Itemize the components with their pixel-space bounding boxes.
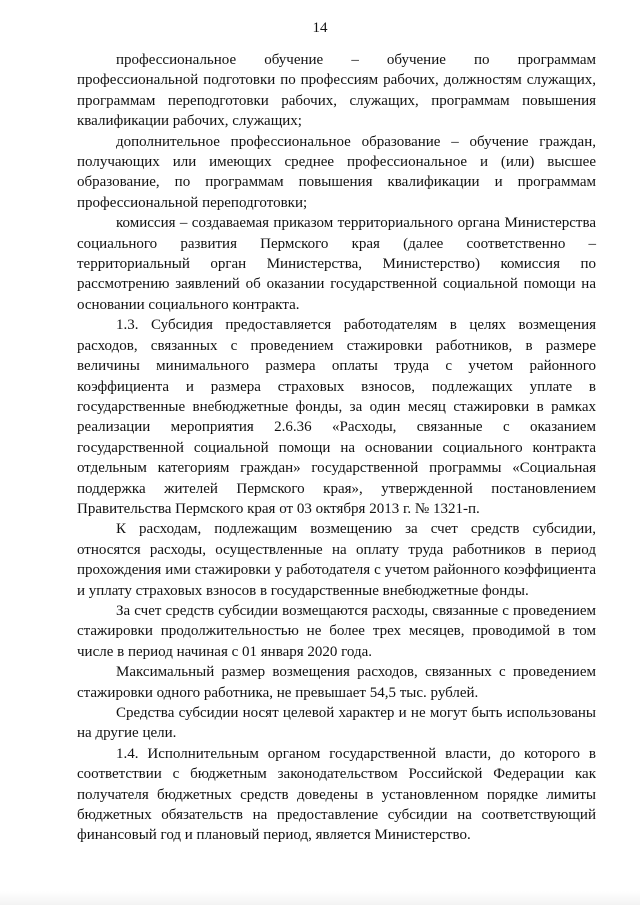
paragraph-definition-additional-education: дополнительное профессиональное образование – обучение граждан, получающих или имеющих среднее профессиональное и (или) высшее образование, по программам повышения квалификации и программам профессиональной переподготовки;: [77, 133, 596, 211]
document-body: [77, 50, 596, 846]
paragraph-definition-commission: комиссия – создаваемая приказом территориального органа Министерства социального развития Пермского края (далее соответственно – территориальный орган Министерства, Министерство) комиссия по рассмотрению заявлений об оказании государственной социальной помощи на основании социального контракта.: [77, 215, 596, 313]
paragraph-reimbursement-period: За счет средств субсидии возмещаются расходы, связанные с проведением стажировки продолжительностью не более трех месяцев, проводимой в том числе в период начиная с 01 января 2020 года.: [77, 602, 596, 660]
paragraph-maximum-reimbursement: Максимальный размер возмещения расходов, связанных с проведением стажировки одного работника, не превышает 54,5 тыс. рублей.: [77, 664, 596, 701]
scan-bottom-edge: [0, 891, 640, 905]
paragraph-definition-vocational-training: профессиональное обучение – обучение по программам профессиональной подготовки по профессиям рабочих, должностям служащих, программам переподготовки рабочих, служащих, программам повышения квалификации рабочих, служащих;: [77, 52, 596, 130]
paragraph-reimbursable-expenses: К расходам, подлежащим возмещению за счет средств субсидии, относятся расходы, осуществленные на оплату труда работников в период прохождения ими стажировки у работодателя с учетом районного коэффициента и уплату страховых взносов в государственные внебюджетные фонды.: [77, 521, 596, 599]
page-number: 14: [312, 20, 328, 36]
paragraph-targeted-use: Средства субсидии носят целевой характер и не могут быть использованы на другие цели.: [77, 705, 596, 742]
paragraph-1-4-executive-body: 1.4. Исполнительным органом государственной власти, до которого в соответствии с бюджетным законодательством Российской Федерации как получателя бюджетных средств доведены в установленном порядке лимиты бюджетных обязательств на предоставление субсидии на соответствующий финансовый год и плановый период, является Министерство.: [77, 745, 596, 844]
paragraph-1-3-subsidy: 1.3. Субсидия предоставляется работодателям в целях возмещения расходов, связанных с проведением стажировки работников, в размере величины минимального размера оплаты труда с учетом районного коэффициента и размера страховых взносов, подлежащих уплате в государственные внебюджетные фонды, за один месяц стажировки в рамках реализации мероприятия 2.6.36 «Расходы, связанные с оказанием государственной социальной помощи на основании социального контракта отдельным категориям граждан» государственной программы «Социальная поддержка жителей Пермского края», утвержденной постановлением Правительства Пермского края от 03 октября 2013 г. № 1321-п.: [77, 317, 596, 517]
